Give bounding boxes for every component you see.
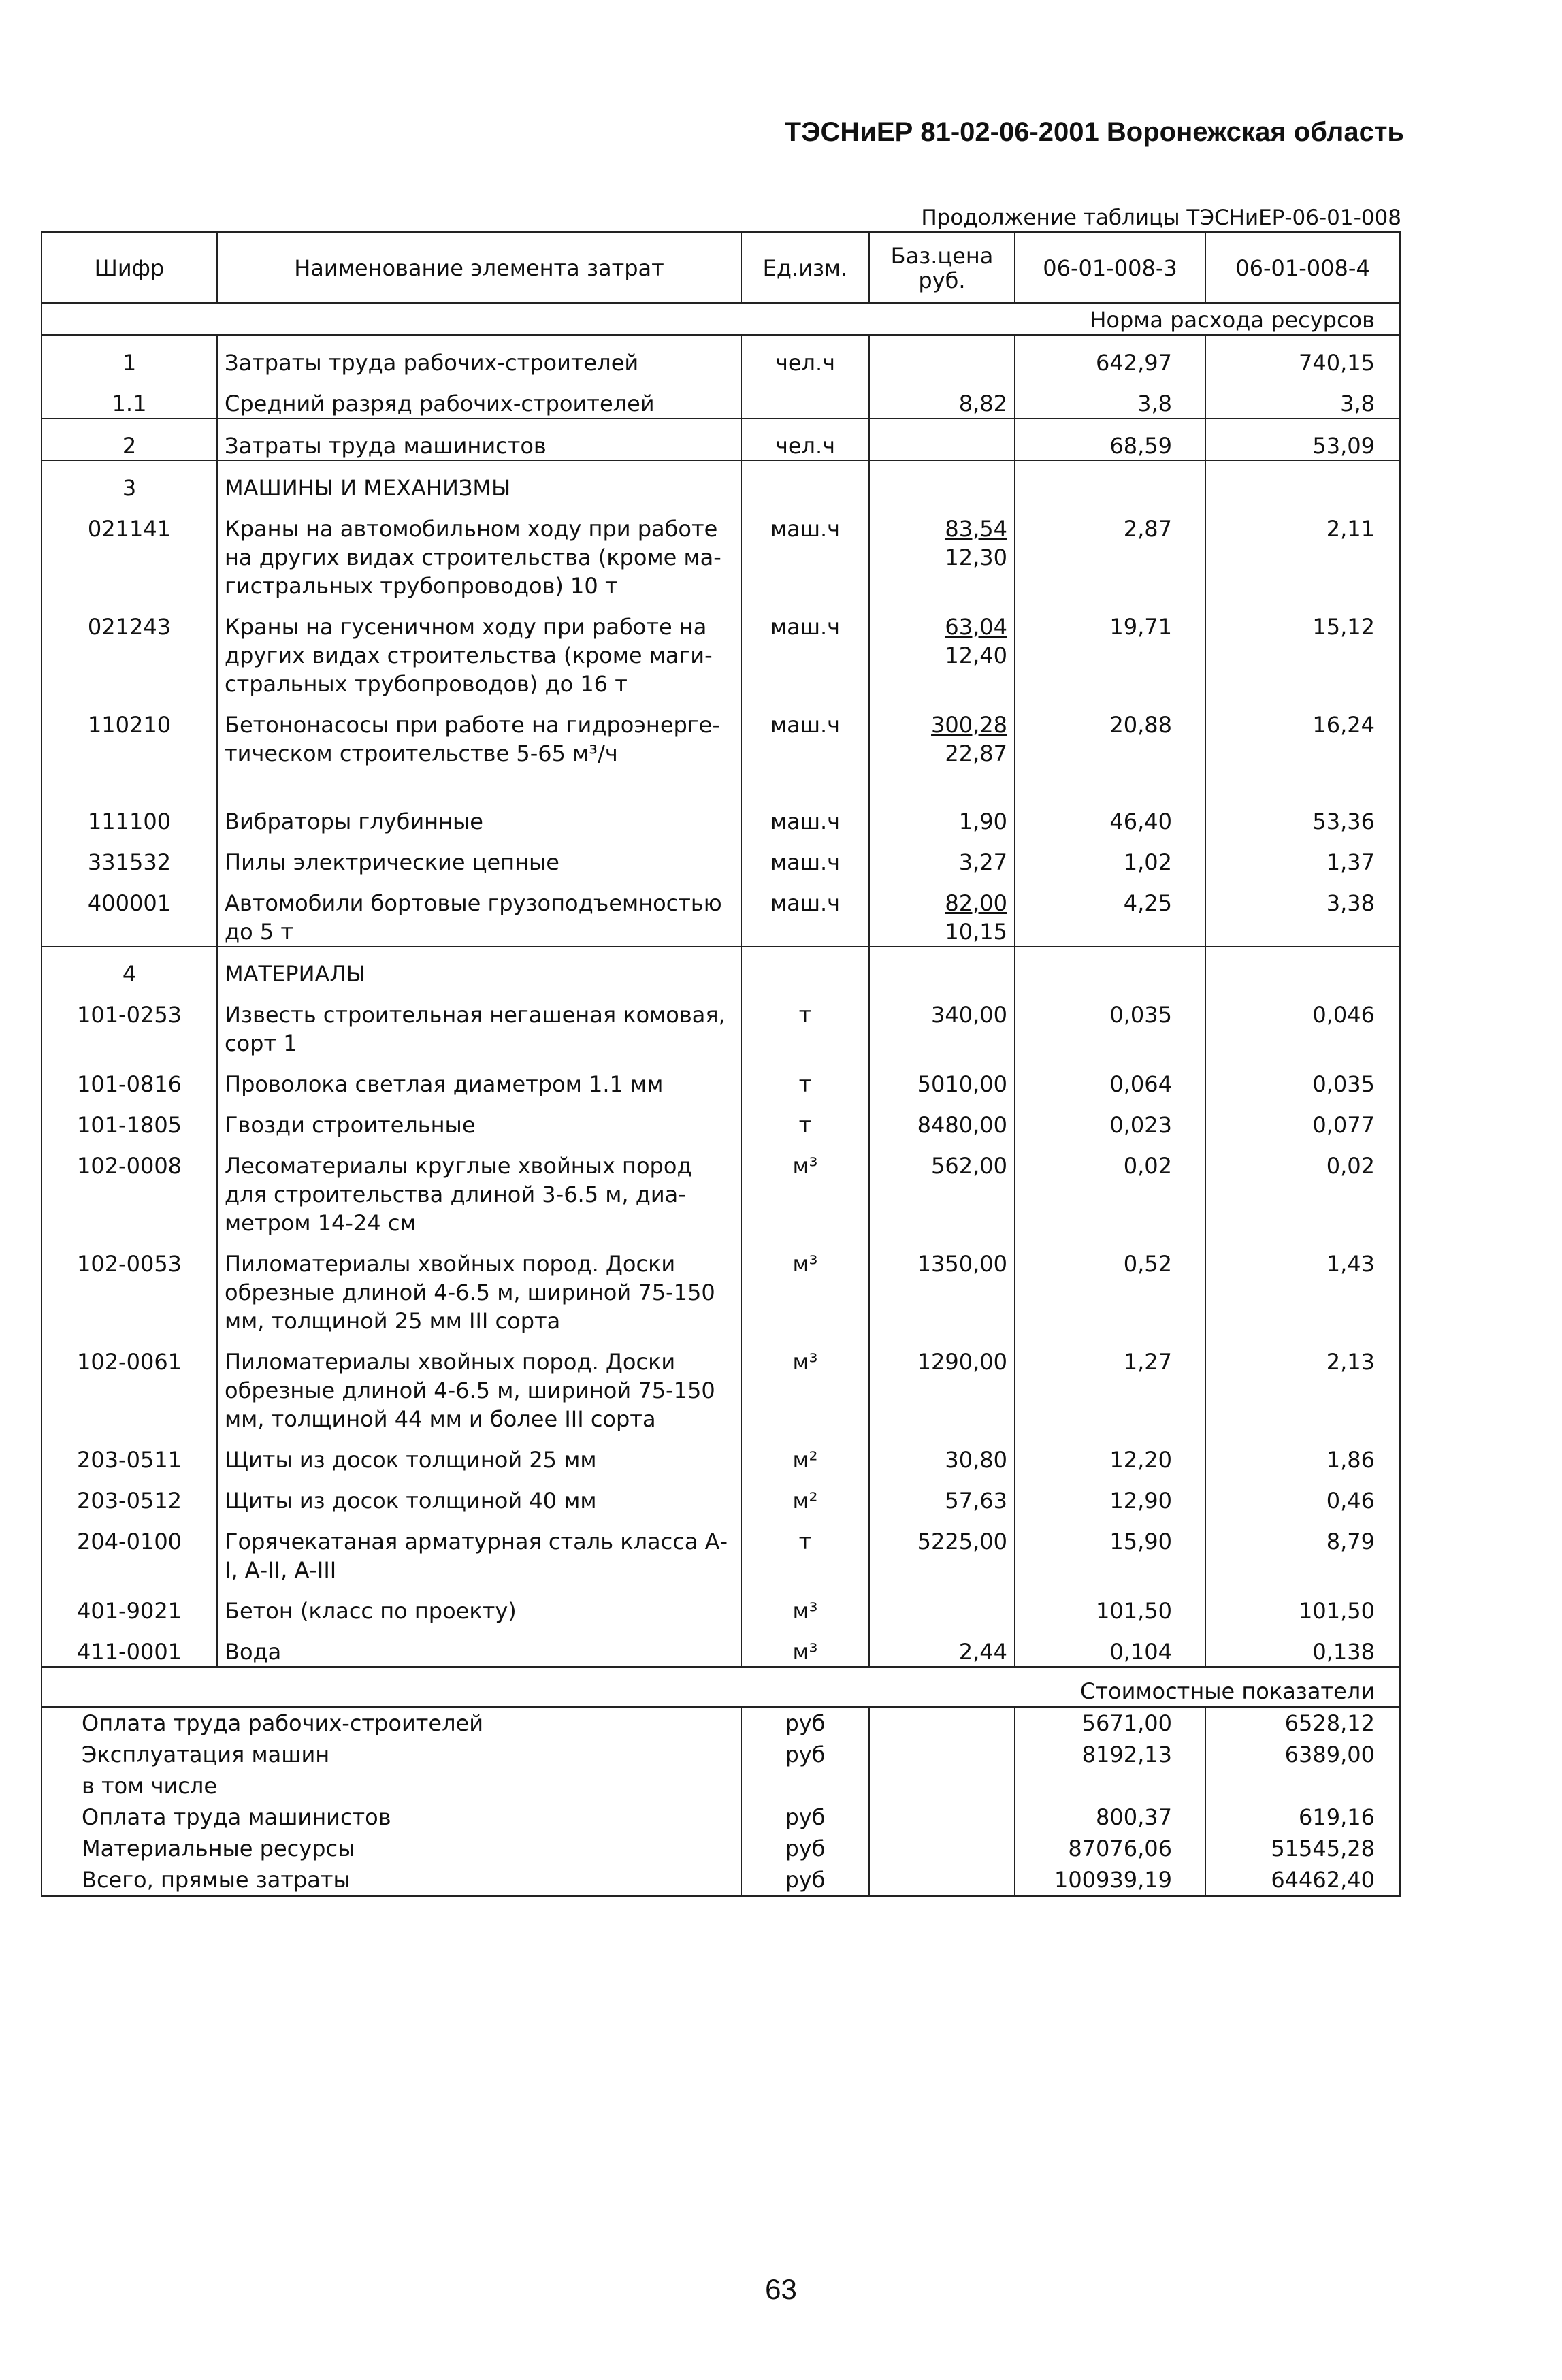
row-value-06-01-008-4: 2,13 [1205, 1335, 1400, 1433]
table-row [42, 1335, 1400, 1433]
table-row [42, 1237, 1400, 1335]
norm-header-row [42, 304, 1400, 336]
row-name-line: Гвозди строительные [225, 1112, 476, 1138]
page-number: 63 [765, 2273, 797, 2305]
row-value-06-01-008-4: 15,12 [1205, 600, 1400, 698]
summary-unit: руб [741, 1707, 869, 1740]
row-price-value: 3,27 [958, 849, 1007, 875]
row-name [217, 502, 741, 600]
row-name [217, 1474, 741, 1515]
row-unit [741, 947, 869, 988]
row-price-machinist: 10,15 [945, 919, 1007, 945]
row-unit: маш.ч [741, 795, 869, 836]
summary-value-06-01-008-4: 6389,00 [1205, 1739, 1400, 1770]
row-code: 021243 [42, 600, 217, 698]
row-price-value: 1,90 [958, 809, 1007, 834]
row-name-line: Пилы электрические цепные [225, 849, 559, 875]
row-price [869, 877, 1015, 947]
row-price [869, 1098, 1015, 1139]
row-code: 101-0816 [42, 1058, 217, 1098]
row-value-06-01-008-3: 15,90 [1015, 1515, 1205, 1584]
row-price [869, 1335, 1015, 1433]
row-name [217, 1139, 741, 1237]
row-value-06-01-008-4: 2,11 [1205, 502, 1400, 600]
summary-label: Всего, прямые затраты [42, 1864, 741, 1897]
row-name-line: Средний разряд рабочих-строителей [225, 391, 655, 417]
row-name-line: сорт 1 [225, 1030, 297, 1056]
summary-label: в том числе [42, 1770, 741, 1802]
summary-row [42, 1833, 1400, 1864]
summary-value-06-01-008-3: 8192,13 [1015, 1739, 1205, 1770]
row-name [217, 795, 741, 836]
row-value-06-01-008-4: 1,86 [1205, 1433, 1400, 1474]
row-price-value: 83,54 [945, 516, 1007, 542]
row-name-line: Горячекатаная арматурная сталь класса А- [225, 1529, 728, 1554]
row-name [217, 1335, 741, 1433]
row-name-line: для строительства длиной 3-6.5 м, диа- [225, 1181, 686, 1207]
row-price-value: 30,80 [945, 1447, 1007, 1473]
row-unit: маш.ч [741, 600, 869, 698]
row-price [869, 377, 1015, 419]
resource-norms-table [41, 231, 1401, 1897]
row-code: 2 [42, 419, 217, 461]
row-name-line: Вода [225, 1639, 282, 1665]
row-value-06-01-008-3: 12,90 [1015, 1474, 1205, 1515]
row-value-06-01-008-3: 0,02 [1015, 1139, 1205, 1237]
row-code: 401-9021 [42, 1584, 217, 1625]
row-price [869, 336, 1015, 378]
row-code: 1 [42, 336, 217, 378]
row-price-value: 1290,00 [917, 1349, 1007, 1375]
row-price [869, 947, 1015, 988]
row-name [217, 947, 741, 988]
row-price-value: 8480,00 [917, 1112, 1007, 1138]
row-name [217, 877, 741, 947]
row-value-06-01-008-3: 1,27 [1015, 1335, 1205, 1433]
table-row [42, 698, 1400, 795]
row-price [869, 600, 1015, 698]
row-value-06-01-008-4: 0,046 [1205, 988, 1400, 1058]
row-price [869, 988, 1015, 1058]
row-price [869, 836, 1015, 877]
row-unit: чел.ч [741, 336, 869, 378]
row-code: 3 [42, 461, 217, 502]
summary-row [42, 1739, 1400, 1770]
row-name [217, 1625, 741, 1667]
row-name-line: Вибраторы глубинные [225, 809, 483, 834]
row-code: 021141 [42, 502, 217, 600]
row-code: 110210 [42, 698, 217, 795]
table-row [42, 877, 1400, 947]
row-price [869, 461, 1015, 502]
row-name-line: Пиломатериалы хвойных пород. Доски [225, 1349, 676, 1375]
column-header-unit: Ед.изм. [741, 233, 869, 304]
row-name-line: до 5 т [225, 919, 294, 945]
column-header-06-01-008-3: 06-01-008-3 [1015, 233, 1205, 304]
row-name [217, 698, 741, 795]
row-name [217, 1237, 741, 1335]
row-price-value: 8,82 [958, 391, 1007, 417]
row-price-value: 82,00 [945, 890, 1007, 916]
row-name [217, 600, 741, 698]
row-price [869, 1237, 1015, 1335]
row-value-06-01-008-4: 1,37 [1205, 836, 1400, 877]
row-price [869, 502, 1015, 600]
row-name-line: других видах строительства (кроме маги- [225, 642, 713, 668]
row-name [217, 988, 741, 1058]
row-name-line: на других видах строительства (кроме ма- [225, 544, 721, 570]
table-row [42, 336, 1400, 378]
row-price-value: 5225,00 [917, 1529, 1007, 1554]
row-value-06-01-008-3: 0,035 [1015, 988, 1205, 1058]
summary-unit: руб [741, 1864, 869, 1897]
row-code: 102-0061 [42, 1335, 217, 1433]
table-row [42, 1098, 1400, 1139]
row-name-line: Затраты труда рабочих-строителей [225, 350, 639, 376]
row-price-value: 63,04 [945, 614, 1007, 640]
summary-unit: руб [741, 1739, 869, 1770]
row-name-line: мм, толщиной 25 мм III сорта [225, 1308, 561, 1334]
summary-value-06-01-008-3: 5671,00 [1015, 1707, 1205, 1740]
row-value-06-01-008-4: 101,50 [1205, 1584, 1400, 1625]
row-name-line: МАТЕРИАЛЫ [225, 961, 365, 987]
row-value-06-01-008-3: 4,25 [1015, 877, 1205, 947]
row-value-06-01-008-4: 0,46 [1205, 1474, 1400, 1515]
row-code: 411-0001 [42, 1625, 217, 1667]
row-unit: м² [741, 1474, 869, 1515]
row-name-line: Лесоматериалы круглые хвойных пород [225, 1153, 692, 1179]
row-name [217, 461, 741, 502]
row-price [869, 1515, 1015, 1584]
row-price-value: 2,44 [958, 1639, 1007, 1665]
row-price [869, 698, 1015, 795]
row-price-value: 1350,00 [917, 1251, 1007, 1277]
summary-price [869, 1739, 1015, 1770]
table-row [42, 600, 1400, 698]
row-value-06-01-008-3 [1015, 461, 1205, 502]
table-row [42, 377, 1400, 419]
row-code: 102-0008 [42, 1139, 217, 1237]
table-row [42, 461, 1400, 502]
row-value-06-01-008-3: 0,104 [1015, 1625, 1205, 1667]
row-value-06-01-008-4: 3,38 [1205, 877, 1400, 947]
row-value-06-01-008-4: 3,8 [1205, 377, 1400, 419]
summary-unit: руб [741, 1833, 869, 1864]
row-unit: чел.ч [741, 419, 869, 461]
table-row [42, 836, 1400, 877]
row-price [869, 419, 1015, 461]
row-name [217, 1433, 741, 1474]
row-name-line: обрезные длиной 4-6.5 м, шириной 75-150 [225, 1378, 715, 1403]
table-row [42, 1139, 1400, 1237]
table-row [42, 1515, 1400, 1584]
row-value-06-01-008-3: 1,02 [1015, 836, 1205, 877]
row-name-line: МАШИНЫ И МЕХАНИЗМЫ [225, 475, 511, 501]
table-row [42, 1433, 1400, 1474]
table-row [42, 795, 1400, 836]
row-name-line: I, А-II, А-III [225, 1557, 337, 1583]
row-name-line: тическом строительстве 5-65 м³/ч [225, 740, 618, 766]
row-name [217, 377, 741, 419]
summary-value-06-01-008-4: 6528,12 [1205, 1707, 1400, 1740]
summary-value-06-01-008-4: 51545,28 [1205, 1833, 1400, 1864]
row-code: 203-0512 [42, 1474, 217, 1515]
row-value-06-01-008-4: 0,02 [1205, 1139, 1400, 1237]
row-price-value: 562,00 [931, 1153, 1007, 1179]
row-name-line: обрезные длиной 4-6.5 м, шириной 75-150 [225, 1279, 715, 1305]
row-name [217, 1098, 741, 1139]
row-price [869, 1433, 1015, 1474]
row-name-line: Пиломатериалы хвойных пород. Доски [225, 1251, 676, 1277]
row-unit: маш.ч [741, 502, 869, 600]
norm-header: Норма расхода ресурсов [42, 304, 1400, 336]
row-name [217, 1058, 741, 1098]
row-unit: маш.ч [741, 698, 869, 795]
row-name-line: Щиты из досок толщиной 40 мм [225, 1488, 597, 1514]
summary-value-06-01-008-3: 100939,19 [1015, 1864, 1205, 1897]
row-unit: т [741, 1515, 869, 1584]
column-header-price: Баз.цена руб. [869, 233, 1015, 304]
document-header: ТЭСНиЕР 81-02-06-2001 Воронежская область [784, 117, 1404, 147]
row-code: 101-0253 [42, 988, 217, 1058]
row-unit: м³ [741, 1584, 869, 1625]
summary-price [869, 1802, 1015, 1833]
row-name [217, 1584, 741, 1625]
table-row [42, 988, 1400, 1058]
summary-unit [741, 1770, 869, 1802]
summary-price [869, 1770, 1015, 1802]
row-price-machinist: 12,30 [945, 544, 1007, 570]
row-code: 331532 [42, 836, 217, 877]
row-unit: маш.ч [741, 836, 869, 877]
summary-row [42, 1802, 1400, 1833]
row-unit: м³ [741, 1335, 869, 1433]
row-name [217, 1515, 741, 1584]
row-unit: м² [741, 1433, 869, 1474]
row-value-06-01-008-3: 0,023 [1015, 1098, 1205, 1139]
row-value-06-01-008-4: 1,43 [1205, 1237, 1400, 1335]
row-price-value: 57,63 [945, 1488, 1007, 1514]
summary-row [42, 1707, 1400, 1740]
table-row [42, 947, 1400, 988]
row-code: 203-0511 [42, 1433, 217, 1474]
summary-value-06-01-008-3 [1015, 1770, 1205, 1802]
row-value-06-01-008-3: 68,59 [1015, 419, 1205, 461]
cost-header: Стоимостные показатели [42, 1667, 1400, 1707]
row-unit: м³ [741, 1625, 869, 1667]
row-price [869, 1474, 1015, 1515]
row-unit: маш.ч [741, 877, 869, 947]
row-value-06-01-008-3: 19,71 [1015, 600, 1205, 698]
summary-label: Оплата труда машинистов [42, 1802, 741, 1833]
row-price-value: 340,00 [931, 1002, 1007, 1028]
table-row [42, 419, 1400, 461]
row-name-line: Краны на автомобильном ходу при работе [225, 516, 718, 542]
row-code: 1.1 [42, 377, 217, 419]
summary-unit: руб [741, 1802, 869, 1833]
summary-value-06-01-008-4: 619,16 [1205, 1802, 1400, 1833]
row-unit: т [741, 1098, 869, 1139]
row-name-line: Проволока светлая диаметром 1.1 мм [225, 1071, 664, 1097]
column-header-06-01-008-4: 06-01-008-4 [1205, 233, 1400, 304]
summary-row [42, 1864, 1400, 1897]
row-value-06-01-008-4: 8,79 [1205, 1515, 1400, 1584]
row-code: 204-0100 [42, 1515, 217, 1584]
row-code: 101-1805 [42, 1098, 217, 1139]
row-value-06-01-008-3: 0,52 [1015, 1237, 1205, 1335]
row-code: 111100 [42, 795, 217, 836]
row-name-line: Краны на гусеничном ходу при работе на [225, 614, 707, 640]
row-code: 400001 [42, 877, 217, 947]
row-value-06-01-008-4: 740,15 [1205, 336, 1400, 378]
table-row [42, 1058, 1400, 1098]
summary-price [869, 1833, 1015, 1864]
row-value-06-01-008-3: 642,97 [1015, 336, 1205, 378]
row-name [217, 419, 741, 461]
cost-header-row [42, 1667, 1400, 1707]
summary-value-06-01-008-3: 800,37 [1015, 1802, 1205, 1833]
table-row [42, 1584, 1400, 1625]
summary-row [42, 1770, 1400, 1802]
row-value-06-01-008-3: 3,8 [1015, 377, 1205, 419]
row-price-machinist: 22,87 [945, 740, 1007, 766]
summary-label: Эксплуатация машин [42, 1739, 741, 1770]
row-unit: т [741, 988, 869, 1058]
table-row [42, 1625, 1400, 1667]
row-name-line: мм, толщиной 44 мм и более III сорта [225, 1406, 656, 1432]
row-unit [741, 377, 869, 419]
row-value-06-01-008-4: 16,24 [1205, 698, 1400, 795]
row-name-line: стральных трубопроводов) до 16 т [225, 671, 628, 697]
table-continuation-caption: Продолжение таблицы ТЭСНиЕР-06-01-008 [921, 206, 1401, 230]
row-value-06-01-008-4: 0,077 [1205, 1098, 1400, 1139]
row-code: 4 [42, 947, 217, 988]
row-name-line: Бетон (класс по проекту) [225, 1598, 517, 1624]
row-value-06-01-008-4 [1205, 461, 1400, 502]
row-name-line: Бетононасосы при работе на гидроэнерге- [225, 712, 720, 738]
summary-price [869, 1864, 1015, 1897]
row-value-06-01-008-4: 0,138 [1205, 1625, 1400, 1667]
row-price [869, 795, 1015, 836]
row-value-06-01-008-3: 0,064 [1015, 1058, 1205, 1098]
row-value-06-01-008-4: 53,09 [1205, 419, 1400, 461]
row-value-06-01-008-4: 0,035 [1205, 1058, 1400, 1098]
row-unit: м³ [741, 1237, 869, 1335]
row-value-06-01-008-3: 20,88 [1015, 698, 1205, 795]
row-name [217, 836, 741, 877]
row-value-06-01-008-3 [1015, 947, 1205, 988]
row-value-06-01-008-3: 12,20 [1015, 1433, 1205, 1474]
row-name-line: метром 14-24 см [225, 1210, 417, 1236]
row-value-06-01-008-3: 2,87 [1015, 502, 1205, 600]
column-header-name: Наименование элемента затрат [217, 233, 741, 304]
column-header-code: Шифр [42, 233, 217, 304]
row-value-06-01-008-3: 46,40 [1015, 795, 1205, 836]
row-name-line: Автомобили бортовые грузоподъемностью [225, 890, 722, 916]
row-value-06-01-008-4: 53,36 [1205, 795, 1400, 836]
row-value-06-01-008-4 [1205, 947, 1400, 988]
summary-value-06-01-008-4 [1205, 1770, 1400, 1802]
summary-label: Материальные ресурсы [42, 1833, 741, 1864]
row-price [869, 1625, 1015, 1667]
row-name [217, 336, 741, 378]
summary-price [869, 1707, 1015, 1740]
row-value-06-01-008-3: 101,50 [1015, 1584, 1205, 1625]
row-price [869, 1139, 1015, 1237]
row-price-value: 300,28 [931, 712, 1007, 738]
row-unit: м³ [741, 1139, 869, 1237]
row-unit: т [741, 1058, 869, 1098]
summary-label: Оплата труда рабочих-строителей [42, 1707, 741, 1740]
row-name-line: Известь строительная негашеная комовая, [225, 1002, 726, 1028]
table-row [42, 1474, 1400, 1515]
row-price [869, 1584, 1015, 1625]
row-price-value: 5010,00 [917, 1071, 1007, 1097]
summary-value-06-01-008-4: 64462,40 [1205, 1864, 1400, 1897]
row-code: 102-0053 [42, 1237, 217, 1335]
table-row [42, 502, 1400, 600]
row-name-line: Затраты труда машинистов [225, 433, 547, 459]
row-price-machinist: 12,40 [945, 642, 1007, 668]
row-price [869, 1058, 1015, 1098]
summary-value-06-01-008-3: 87076,06 [1015, 1833, 1205, 1864]
row-name-line: гистральных трубопроводов) 10 т [225, 573, 618, 599]
row-name-line: Щиты из досок толщиной 25 мм [225, 1447, 597, 1473]
row-unit [741, 461, 869, 502]
